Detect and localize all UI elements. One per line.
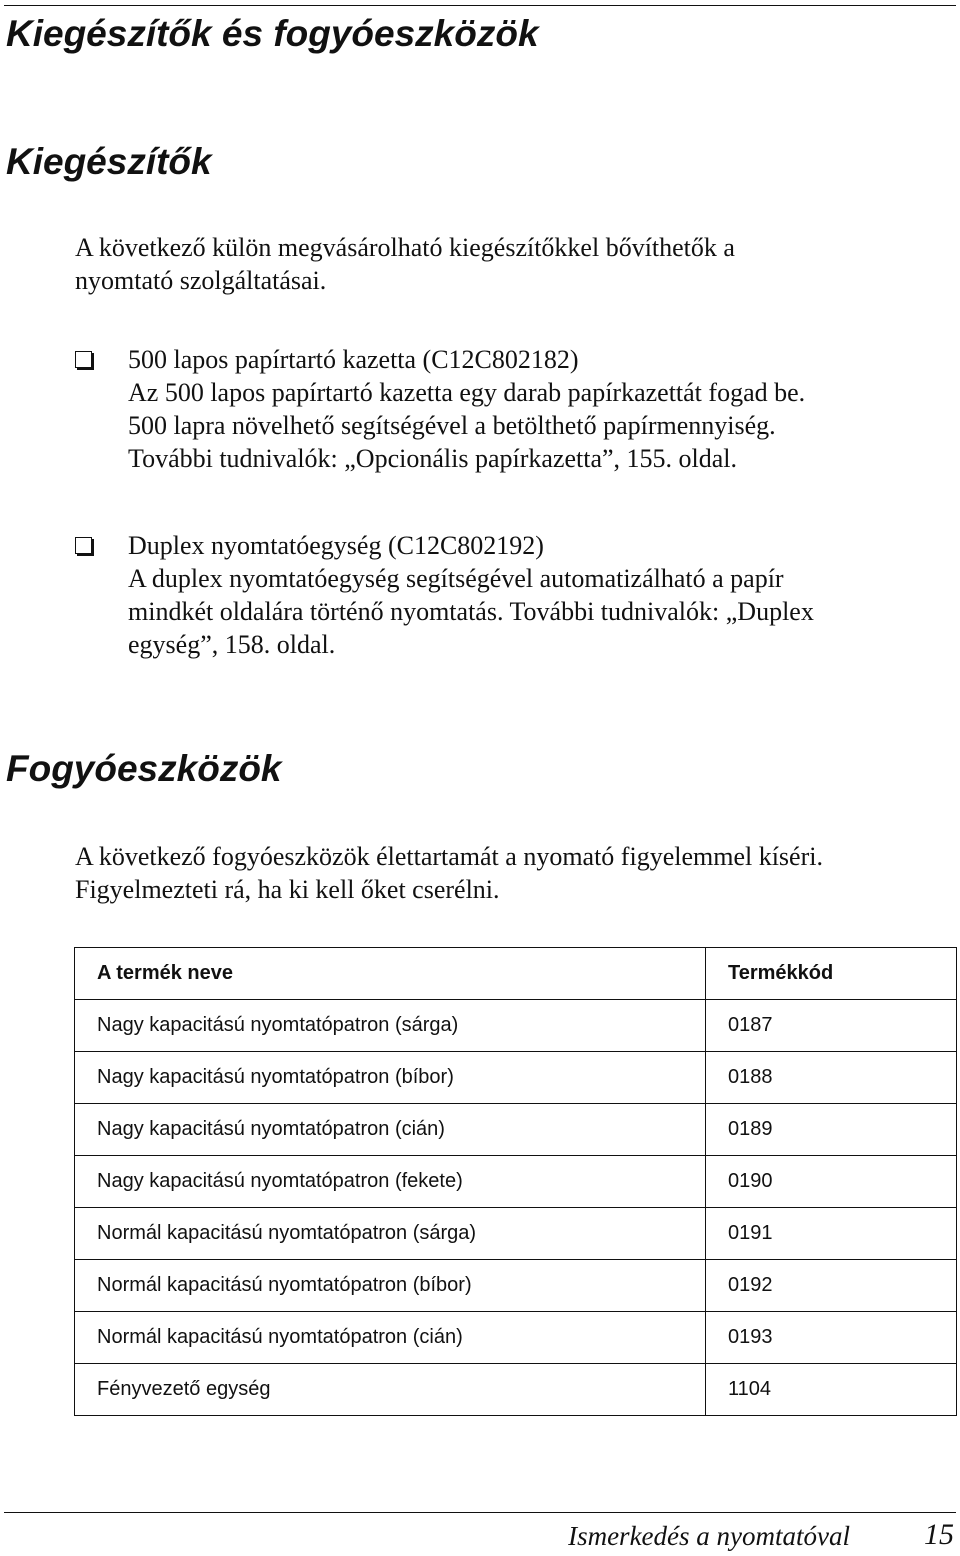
table-row <box>75 1052 957 1104</box>
product-code-cell: 0187 <box>706 1000 957 1052</box>
accessory-item-line: mindkét oldalára történő nyomtatás. További tudnivalók: „Duplex <box>128 597 814 626</box>
product-name-cell: Fényvezető egység <box>75 1364 706 1416</box>
table-row <box>75 1260 957 1312</box>
accessories-intro <box>75 231 735 297</box>
table-row <box>75 1208 957 1260</box>
product-name-cell: Nagy kapacitású nyomtatópatron (cián) <box>75 1104 706 1156</box>
accessory-item-line: További tudnivalók: „Opcionális papírkazetta”, 155. oldal. <box>128 444 738 473</box>
column-header-product-name: A termék neve <box>75 948 706 1000</box>
product-code-cell: 0191 <box>706 1208 957 1260</box>
product-name-cell: Nagy kapacitású nyomtatópatron (bíbor) <box>75 1052 706 1104</box>
accessory-item-line: Duplex nyomtatóegység (C12C802192) <box>128 531 544 560</box>
table-header-row <box>75 948 957 1000</box>
table-row <box>75 1156 957 1208</box>
product-name-cell: Nagy kapacitású nyomtatópatron (fekete) <box>75 1156 706 1208</box>
product-code-cell: 0188 <box>706 1052 957 1104</box>
page-number: 15 <box>924 1518 954 1551</box>
consumables-intro-line: A következő fogyóeszközök élettartamát a nyomató figyelemmel kíséri. <box>75 842 823 871</box>
product-name-cell: Nagy kapacitású nyomtatópatron (sárga) <box>75 1000 706 1052</box>
accessories-intro-line: A következő külön megvásárolható kiegészítőkkel bővíthetők a <box>75 233 735 262</box>
product-name-cell: Normál kapacitású nyomtatópatron (bíbor) <box>75 1260 706 1312</box>
checkbox-bullet-icon <box>75 537 92 554</box>
accessory-item-line: 500 lapra növelhető segítségével a betölthető papírmennyiség. <box>128 411 776 440</box>
page-title: Kiegészítők és fogyóeszközök <box>6 13 539 54</box>
accessory-item-line: egység”, 158. oldal. <box>128 630 336 659</box>
consumables-table <box>74 947 957 1416</box>
table-row <box>75 1104 957 1156</box>
accessory-item-line: A duplex nyomtatóegység segítségével automatizálható a papír <box>128 564 784 593</box>
accessories-heading: Kiegészítők <box>6 141 212 182</box>
product-code-cell: 0190 <box>706 1156 957 1208</box>
table-row <box>75 1000 957 1052</box>
table-row <box>75 1312 957 1364</box>
consumables-intro-line: Figyelmezteti rá, ha ki kell őket cserélni. <box>75 875 500 904</box>
product-name-cell: Normál kapacitású nyomtatópatron (cián) <box>75 1312 706 1364</box>
consumables-intro <box>75 840 823 906</box>
table-row <box>75 1364 957 1416</box>
accessory-item-line: 500 lapos papírtartó kazetta (C12C802182) <box>128 345 579 374</box>
accessory-item-text <box>128 343 958 475</box>
accessory-item-line: Az 500 lapos papírtartó kazetta egy darab papírkazettát fogad be. <box>128 378 806 407</box>
product-code-cell: 1104 <box>706 1364 957 1416</box>
footer-rule <box>4 1512 956 1513</box>
footer-section-title: Ismerkedés a nyomtatóval <box>568 1521 850 1551</box>
consumables-heading: Fogyóeszközök <box>6 748 282 789</box>
product-name-cell: Normál kapacitású nyomtatópatron (sárga) <box>75 1208 706 1260</box>
top-rule <box>4 5 956 6</box>
accessory-item-text <box>128 529 958 661</box>
accessories-intro-line: nyomtató szolgáltatásai. <box>75 266 327 295</box>
column-header-product-code: Termékkód <box>706 948 957 1000</box>
product-code-cell: 0193 <box>706 1312 957 1364</box>
product-code-cell: 0189 <box>706 1104 957 1156</box>
product-code-cell: 0192 <box>706 1260 957 1312</box>
checkbox-bullet-icon <box>75 351 92 368</box>
